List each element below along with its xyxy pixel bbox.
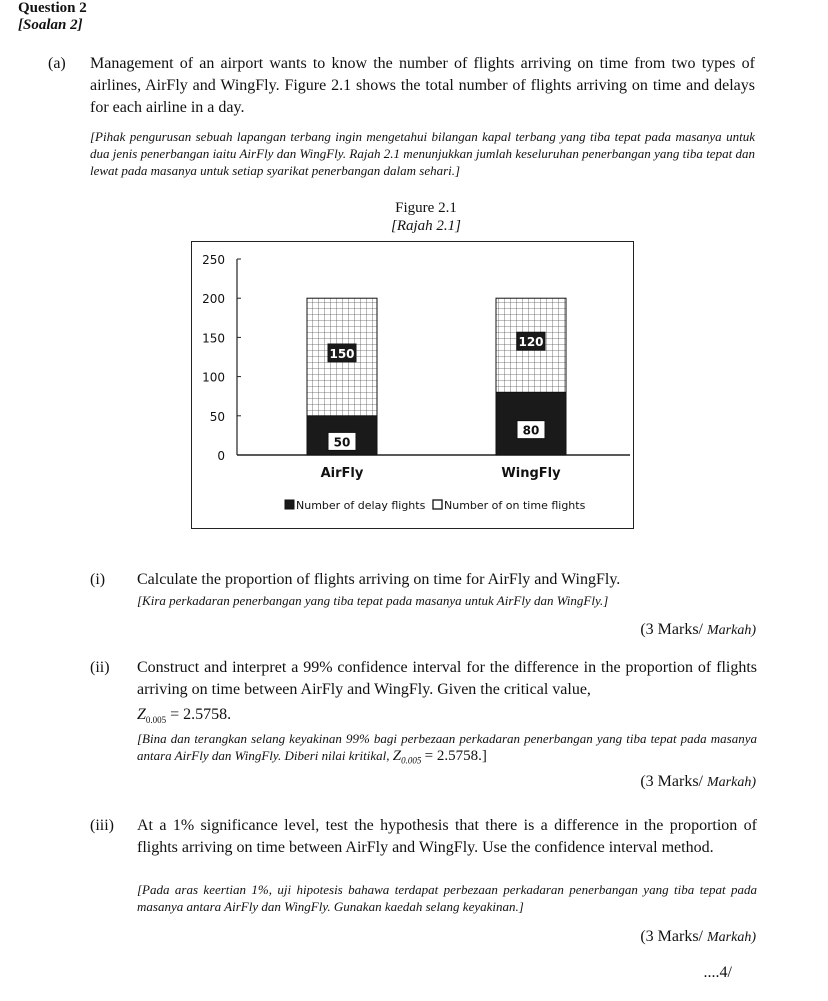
figure-caption: Figure 2.1 xyxy=(395,200,457,216)
q-iii-marks: (3 Marks/ Markah) xyxy=(640,928,756,945)
q-i-label: (i) xyxy=(90,571,106,588)
figure-caption-ms: [Rajah 2.1] xyxy=(390,218,461,234)
q-ii-label: (ii) xyxy=(90,659,110,676)
question-subtitle: [Soalan 2] xyxy=(18,17,83,33)
q-ii-text: Construct and interpret a 99% confidence interval for the difference in the proportion of flights arriving on time between AirFly and WingFly. Given the critical value, xyxy=(137,659,757,698)
legend-label-ontime: Number of on time flights xyxy=(444,499,586,512)
stacked-bar-chart xyxy=(192,242,633,528)
data-label: 50 xyxy=(333,435,351,450)
q-ii-marks: (3 Marks/ Markah) xyxy=(640,773,756,790)
data-label: 80 xyxy=(522,423,540,438)
legend-label-delay: Number of delay flights xyxy=(296,499,426,512)
y-tick-label: 100 xyxy=(202,370,225,385)
data-label: 120 xyxy=(518,335,544,350)
chart-frame xyxy=(191,241,634,529)
x-category-label: AirFly xyxy=(320,466,364,481)
y-tick-label: 50 xyxy=(209,409,225,424)
continued-marker: ....4/ xyxy=(703,964,732,981)
part-a-label: (a) xyxy=(48,55,66,72)
q-ii-formula: $Z_{0.005} = 2.5758$. xyxy=(137,706,232,726)
q-iii-translation: [Pada aras keertian 1%, uji hipotesis bahawa terdapat perbezaan perkadaran penerbangan yang tiba tepat pada masanya antara AirFly dan WingFly. Gunakan kaedah selang keyakinan.] xyxy=(137,882,757,914)
q-i-translation: [Kira perkadaran penerbangan yang tiba tepat pada masanya untuk AirFly dan WingFly.] xyxy=(137,593,609,608)
legend-swatch-delay xyxy=(285,500,294,509)
q-i-marks: (3 Marks/ Markah) xyxy=(640,621,756,638)
q-i-text: Calculate the proportion of flights arriving on time for AirFly and WingFly. xyxy=(137,571,621,588)
x-category-label: WingFly xyxy=(501,466,561,481)
question-title: Question 2 xyxy=(18,0,87,16)
part-a-text: Management of an airport wants to know the number of flights arriving on time from two types of airlines, AirFly and WingFly. Figure 2.1 shows the total number of flights arriving on time and delays for each airline in a day. xyxy=(90,55,755,116)
legend-swatch-ontime xyxy=(433,500,442,509)
q-iii-text: At a 1% significance level, test the hypothesis that there is a difference in the proportion of flights arriving on time between AirFly and WingFly. Use the confidence interval method. xyxy=(137,817,757,856)
y-tick-label: 200 xyxy=(202,292,225,307)
q-ii-translation: [Bina dan terangkan selang keyakinan 99% bagi perbezaan perkadaran penerbangan yang tiba tepat pada masanya antara AirFly dan WingFly. Diberi nilai kritikal, $Z_{0.005} = 2.5758$.] xyxy=(137,731,757,766)
q-iii-label: (iii) xyxy=(90,817,114,834)
y-tick-label: 0 xyxy=(217,449,225,463)
data-label: 150 xyxy=(329,347,355,361)
y-tick-label: 250 xyxy=(202,253,225,267)
y-tick-label: 150 xyxy=(202,331,225,346)
part-a-translation: [Pihak pengurusan sebuah lapangan terbang ingin mengetahui bilangan kapal terbang yang tiba tepat pada masanya untuk dua jenis penerbangan iaitu AirFly dan WingFly. Rajah 2.1 menunjukkan jumlah keseluruhan penerbangan yang tiba tepat dan lewat pada masanya untuk setiap syarikat penerbangan dalam sehari.] xyxy=(90,129,755,178)
